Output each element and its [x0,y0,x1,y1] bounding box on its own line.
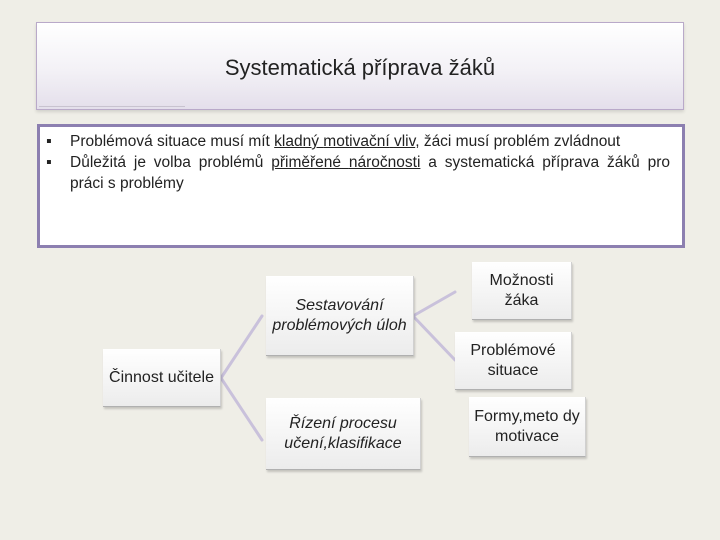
connector-tasks-to-options [413,292,455,316]
bullet-2-text-start: Důležitá je volba problémů [70,154,272,171]
connector-tasks-to-situations [413,316,455,360]
bullet-1-underlined-1: kladný [274,133,319,150]
bullet-1-underlined-2: motivační [323,133,390,150]
bullet-1-underlined-3: vliv [393,133,416,150]
bullet-2-text-end: a systematická příprava žáků pro práci s problémy [70,154,670,192]
node-motivation-forms: Formy,meto dy motivace [469,397,586,457]
bullet-2-underlined-1: přiměřené [271,154,342,171]
bullet-1-text-start: Problémová situace musí mít [70,133,275,150]
node-process-control: Řízení procesu učení,klasifikace [266,398,421,470]
connector-teacher-to-control [221,378,262,440]
slide-title: Systematická příprava žáků [224,55,496,80]
connector-teacher-to-tasks [221,316,262,378]
bullet-1-text-end: , žáci musí problém zvládnout [415,133,621,150]
node-pupil-options: Možnosti žáka [472,262,572,320]
node-problem-situations: Problémové situace [455,332,572,390]
node-teacher-activity: Činnost učitele [103,349,221,407]
bullet-2-underlined-2: náročnosti [348,154,421,171]
node-task-composition: Sestavování problémových úloh [266,276,414,356]
